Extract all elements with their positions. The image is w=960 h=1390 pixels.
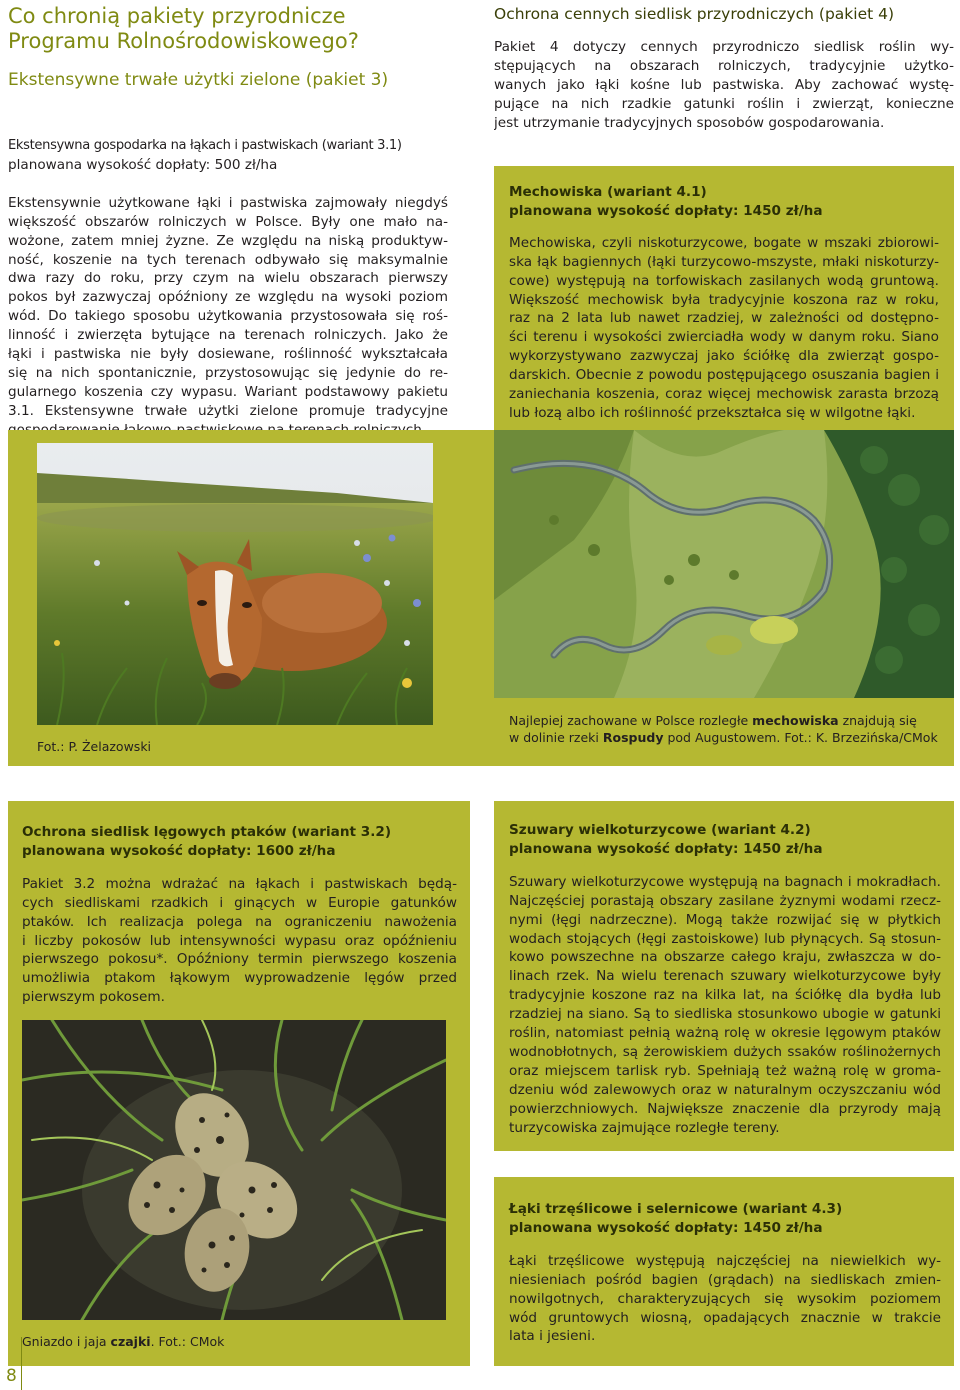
text-line: pujące na nich rzadkie gatunki roślin i zwierząt, konieczne	[494, 95, 954, 112]
text-line: łąki i pastwiska nie były dosiewane, roślinność wykształcała	[8, 346, 448, 363]
text-line: zaniechania koszenia, coraz więcej mechowisk zarasta brzozą	[509, 386, 939, 403]
section-4-3-heading: Łąki trzęślicowe i selernicowe (wariant 4.3)	[509, 1201, 843, 1217]
section-4-1-body	[509, 234, 939, 423]
section-4-3-box	[494, 1177, 954, 1366]
text-line: turzycowiska zajmujące rozległe tereny.	[509, 1119, 780, 1136]
section-4-3-body	[509, 1252, 941, 1347]
text-line: lub łozą albo ich roślinność przekształca się w wilgotne łąki.	[509, 404, 916, 421]
text-line: tradycyjnie koszone raz na kilka lat, na ściółkę dla bydła lub	[509, 987, 941, 1004]
section-3-1	[8, 137, 448, 440]
page-number-rule	[21, 1337, 22, 1390]
text-line: powierzchniowych. Największe znaczenie dla przyrody mają	[509, 1100, 941, 1117]
section-4-body	[494, 38, 954, 133]
section-3-1-heading: Ekstensywna gospodarka na łąkach i pastwiskach (wariant 3.1)	[8, 138, 402, 153]
text-line: linność i zwierzęta bytujące na terenach rolniczych. Jako że	[8, 327, 448, 344]
text-line: Pakiet 3.2 można wdrażać na łąkach i pastwiskach będą-	[22, 875, 457, 892]
section-3-2-payment: planowana wysokość dopłaty: 1600 zł/ha	[22, 842, 336, 859]
text-line: nymi (łęgi nadrzeczne). Mogą także rozwijać się w płytkich	[509, 911, 941, 928]
text-line: wodach stojących (łęgi zastoiskowe) lub płynących. Są stosun-	[509, 930, 941, 947]
section-3-1-body	[8, 194, 448, 440]
text-line: i liczby pokosów lub intensywności wypasu oraz opóźnieniu	[22, 932, 457, 949]
section-4-2-heading: Szuwary wielkoturzycowe (wariant 4.2)	[509, 822, 811, 838]
text-line: Pakiet 4 dotyczy cennych przyrodniczo siedlisk roślin wy-	[494, 39, 954, 55]
text-line: pierwszym pokosem.	[22, 989, 165, 1006]
text-line: dzeniu wód zalewowych oraz w naturalnym oczyszczaniu wód	[509, 1081, 941, 1098]
text-line: ska łąk bagiennych (łąki turzycowo-mszyste, młaki niskoturzy-	[509, 253, 939, 270]
text-line: pierwszego pokosu*. Opóźniony termin pierwszego koszenia	[22, 951, 457, 968]
text-line: raz na 2 lata lub nawet rzadziej, w zależności od dostępno-	[509, 310, 939, 327]
text-line: jest utrzymanie tradycyjnych sposobów gospodarowania.	[494, 114, 885, 131]
page-title	[8, 4, 478, 54]
text-line: gularnego koszenia czy wypasu. Wariant podstawowy pakietu	[8, 383, 448, 400]
section-subtitle: Ekstensywne trwałe użytki zielone (pakiet 3)	[8, 70, 389, 90]
text-line: darskich. Obecnie z powodu postępującego osuszania bagien i	[509, 367, 939, 384]
text-line: wód. Do takiego sposobu użytkowania przystosowała się roś-	[8, 308, 448, 325]
foal-photo	[37, 443, 433, 725]
section-3-2-heading: Ochrona siedlisk lęgowych ptaków (wariant 3.2)	[22, 824, 392, 840]
page-number: 8	[6, 1366, 17, 1386]
section-4-2-body	[509, 873, 941, 1138]
text-line: wanych jako łąki kośne lub pastwiska. Aby zachować wystę-	[494, 76, 954, 93]
text-line: wodnobłotnych, są żerowiskiem dużych ssaków roślinożernych	[509, 1043, 941, 1060]
text-line: kowo powszechne na obszarze całego kraju, zwłaszcza w do-	[509, 949, 941, 966]
text-line: niesieniach pośród bagien (grądach) na siedliskach zmien-	[509, 1271, 941, 1288]
text-line: wożone, zatem mniej żyzne. Ze względu na niską produktyw-	[8, 232, 448, 249]
section-4-1-heading: Mechowiska (wariant 4.1)	[509, 184, 707, 200]
text-line: umożliwia ptakom łąkowym wyprowadzenie lęgów przed	[22, 970, 457, 987]
text-line: 3.1. Ekstensywne trwałe użytki zielone promuje tradycyjne	[8, 402, 448, 419]
text-line: się na nich spontanicznie, przystosowując się jedynie do re-	[8, 364, 448, 381]
text-line: linach rzek. Na wielu terenach szuwary wielkoturzycowe były	[509, 968, 941, 985]
text-line: roślin, natomiast pełnią ważną rolę w okresie lęgowym ptaków	[509, 1025, 941, 1042]
text-line: oraz miejscem tarlisk ryb. Spełniają też ważną rolę w groma-	[509, 1062, 941, 1079]
text-line: ność, koszenie na tych terenach odbywało się maksymalnie	[8, 251, 448, 268]
title-line-2: Programu Rolnośrodowiskowego?	[8, 29, 359, 53]
text-line: Mechowiska, czyli niskoturzycowe, bogate w mszaki zbiorowi-	[509, 234, 939, 251]
foal-caption: Fot.: P. Żelazowski	[37, 739, 152, 754]
text-line: Łąki trzęślicowe występują najczęściej na niewielkich wy-	[509, 1252, 941, 1269]
section-4-2-box	[494, 801, 954, 1151]
text-line: Szuwary wielkoturzycowe występują na bagnach i mokradłach.	[509, 873, 941, 890]
section-4-heading: Ochrona cennych siedlisk przyrodniczych (pakiet 4)	[494, 5, 895, 23]
river-aerial-photo	[494, 430, 954, 698]
text-line: ptaków. Ich realizacja polega na ograniczeniu nawożenia	[22, 913, 457, 930]
text-line: Większość mechowisk była tradycyjnie koszona raz w roku,	[509, 291, 939, 308]
text-line: rzadziej na siano. Są to siedliska stosunkowo ubogie w gatunki	[509, 1006, 941, 1023]
section-4-1-box	[494, 166, 954, 430]
text-line: pokos był zazwyczaj opóźniony ze względu na wysoki poziom	[8, 289, 448, 306]
text-line: stępujących na obszarach rolniczych, tradycyjnie użytko-	[494, 57, 954, 74]
eggs-caption: Gniazdo i jaja czajki. Fot.: CMok	[22, 1334, 225, 1349]
text-line: Najczęściej porastają obszary zasilane żyznymi wodami rzecz-	[509, 892, 941, 909]
text-line: większość obszarów rolniczych w Polsce. Były one mało na-	[8, 213, 448, 230]
text-line: wód gruntowych wiosną, opadających znacznie w trakcie	[509, 1309, 941, 1326]
section-4-2-payment: planowana wysokość dopłaty: 1450 zł/ha	[509, 840, 823, 857]
title-line-1: Co chronią pakiety przyrodnicze	[8, 4, 346, 28]
section-4-1-payment: planowana wysokość dopłaty: 1450 zł/ha	[509, 202, 823, 219]
text-line: lata i jesieni.	[509, 1328, 596, 1345]
text-line: cowe) występują na torfowiskach zasilanych wodą gruntową.	[509, 272, 939, 289]
text-line: dwa razy do roku, przy czym na wielu obszarach pierwszy	[8, 270, 448, 287]
text-line: cych siedliskami rzadkich i ginących w Europie gatunków	[22, 894, 457, 911]
section-3-1-payment: planowana wysokość dopłaty: 500 zł/ha	[8, 156, 278, 173]
text-line: wykorzystywano zazwyczaj jako ściółkę dla zwierząt gospo-	[509, 348, 939, 365]
text-line: nowilgotnych, charakteryzujących się wysokim poziomem	[509, 1290, 941, 1307]
section-4	[494, 4, 954, 133]
section-3-2-body	[22, 875, 457, 1007]
river-caption: Najlepiej zachowane w Polsce rozległe mechowiska znajdują się w dolinie rzeki Rospudy pod Augustowem. Fot.: K. Brzezińska/CMok	[509, 713, 938, 745]
text-line: Ekstensywnie użytkowane łąki i pastwiska zajmowały niegdyś	[8, 194, 448, 211]
section-4-3-payment: planowana wysokość dopłaty: 1450 zł/ha	[509, 1219, 823, 1236]
text-line: ści terenu i wysokości zwierciadła wody w danym roku. Siano	[509, 329, 939, 346]
lapwing-eggs-photo	[22, 1020, 446, 1320]
